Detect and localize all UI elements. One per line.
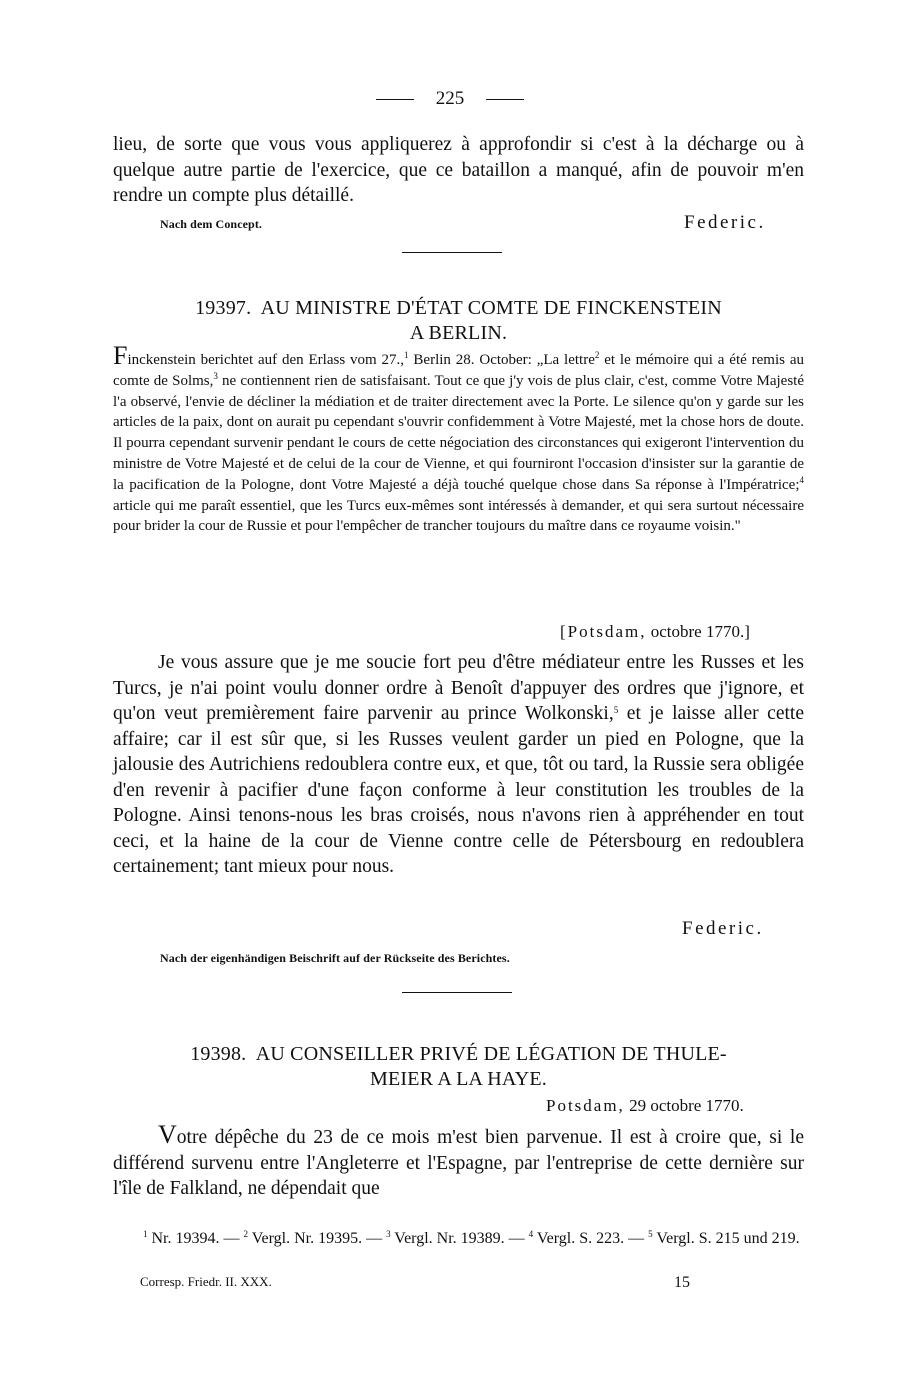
footnote-ref-1: 1 bbox=[404, 350, 409, 360]
summary-part-d: ne contiennent rien de satisfaisant. Tout ce que j'y vois de plus clair, c'est, comme Votre Majesté l'a observé, l'envie de décliner la médiation et de traiter directement avec la Porte. Le silence qu'on y garde sur les articles de la paix, dont on aurait pu cependant s'ouvrir confidemment à Votre Majesté, met la chose hors de doute. Il pourra cependant survenir pendant le cours de cette négociation des circonstances qui exigeront l'intervention du ministre de Votre Majesté et de celui de la cour de Vienne, et qui fourniront l'occasion d'insister sur la garantie de la pacification de la Pologne, dont Votre Majesté a déjà touché quelque chose dans Sa réponse à l'Impératrice; bbox=[113, 372, 805, 493]
footnote-2: Vergl. Nr. 19395. — bbox=[248, 1230, 387, 1247]
letter-19397-summary bbox=[113, 341, 805, 537]
header-dash-right bbox=[486, 99, 524, 100]
continuation-paragraph: lieu, de sorte que vous vous appliquerez à approfondir si c'est à la décharge ou à quelque autre partie de l'exercice, que ce bataillon a manqué, afin de pouvoir m'en rendre un compte plus détaillé. bbox=[113, 134, 804, 206]
letter-19397-title-line1: AU MINISTRE D'ÉTAT COMTE DE FINCKENSTEIN bbox=[260, 297, 722, 319]
letter-19398-title bbox=[113, 1042, 804, 1091]
dateline-place-2: Potsdam, bbox=[546, 1096, 625, 1115]
source-note-concept: Nach dem Concept. bbox=[160, 217, 263, 231]
signature-federic-1: Federic. bbox=[684, 212, 766, 233]
letter-19397-title bbox=[113, 296, 804, 345]
header-dash-left bbox=[376, 99, 414, 100]
footnote-mark-4: 4 bbox=[528, 1229, 534, 1239]
page-footer bbox=[140, 1274, 700, 1290]
footnote-5: Vergl. S. 215 und 219. bbox=[652, 1230, 800, 1247]
summary-part-b: Berlin 28. October: „La lettre bbox=[408, 352, 595, 368]
footnote-mark-5: 5 bbox=[648, 1229, 653, 1239]
letter-19398-title-line2: MEIER A LA HAYE. bbox=[370, 1067, 547, 1090]
footnote-ref-3: 3 bbox=[213, 370, 218, 381]
footnotes bbox=[113, 1228, 804, 1250]
body-part-b: et je laisse aller cette affaire; car il est sûr que, si les Russes veulent garder un pied en Pologne, que la jalousie des Autrichiens redoublera contre eux, et que, tôt ou tard, la Russie sera obligée d'en revenir à pacifier d'une façon conforme à leur constitution les troubles de la Pologne. Ainsi tenons-nous les bras croisés, nous n'avons rien à appréhender en tout ceci, et la haine de la cour de Vienne contre celle de Pétersbourg en redoublera certainement; tant mieux pour nous. bbox=[113, 703, 804, 877]
footnote-mark-1: 1 bbox=[143, 1229, 148, 1239]
summary-part-e: article qui me paraît essentiel, que les Turcs eux-mêmes sont intéressés à demander, et qui sera surtout nécessaire pour brider la cour de Russie et pour l'empêcher de trancher toujours du maître dans ce royaume voisin." bbox=[113, 497, 804, 535]
footnote-ref-2: 2 bbox=[594, 350, 600, 360]
page-number: 225 bbox=[435, 88, 465, 109]
letter-19397-number: 19397. bbox=[195, 297, 252, 319]
letter-19397-body bbox=[113, 650, 804, 880]
signature-mark: 15 bbox=[674, 1274, 690, 1291]
letter-19398-title-line1: AU CONSEILLER PRIVÉ DE LÉGATION DE THULE- bbox=[255, 1043, 727, 1065]
summary-part-a: inckenstein berichtet auf den Erlass vom 27., bbox=[127, 352, 405, 368]
body-text: otre dépêche du 23 de ce mois m'est bien parvenue. Il est à croire que, si le différend survenu entre l'Angleterre et l'Espagne, par l'entreprise de cette dernière sur l'île de Falkland, ne dépendait que bbox=[113, 1127, 804, 1199]
footnote-mark-3: 3 bbox=[386, 1229, 391, 1239]
footnote-ref-4: 4 bbox=[799, 474, 804, 485]
dateline-date-2: 29 octobre 1770. bbox=[629, 1096, 744, 1115]
footnote-mark-2: 2 bbox=[243, 1229, 248, 1239]
letter-19397-dateline bbox=[560, 622, 750, 642]
footnote-3: Vergl. Nr. 19389. — bbox=[390, 1230, 529, 1247]
letter-19397-title-line2: A BERLIN. bbox=[409, 321, 508, 344]
summary-dropcap: F bbox=[113, 341, 128, 370]
footnote-ref-5: 5 bbox=[613, 705, 619, 715]
letter-19398-dateline bbox=[546, 1096, 744, 1116]
letter-19398-number: 19398. bbox=[190, 1043, 247, 1065]
source-note-beischrift: Nach der eigenhändigen Beischrift auf der Rückseite des Berichtes. bbox=[160, 951, 510, 965]
summary-part-c: et le mémoire qui a été remis au comte de Solms, bbox=[113, 352, 804, 389]
section-divider-2 bbox=[402, 992, 512, 993]
dateline-date: octobre 1770.] bbox=[650, 622, 750, 641]
footnote-1: Nr. 19394. — bbox=[147, 1230, 244, 1247]
footnote-4: Vergl. S. 223. — bbox=[533, 1230, 649, 1247]
body-part-a: Je vous assure que je me soucie fort peu d'être médiateur entre les Russes et les Turcs, je n'ai point voulu donner ordre à Benoît d'appuyer des ordres que j'ignore, et qu'on veut premièrement faire parvenir au prince Wolkonski, bbox=[113, 652, 804, 724]
signature-federic-2: Federic. bbox=[682, 918, 764, 939]
letter-19398-body bbox=[113, 1122, 804, 1202]
section-divider-1 bbox=[402, 252, 502, 253]
series-title: Corresp. Friedr. II. XXX. bbox=[140, 1274, 272, 1289]
body-dropcap: V bbox=[158, 1120, 177, 1149]
page-header bbox=[0, 88, 900, 110]
dateline-place: [Potsdam, bbox=[560, 622, 647, 641]
